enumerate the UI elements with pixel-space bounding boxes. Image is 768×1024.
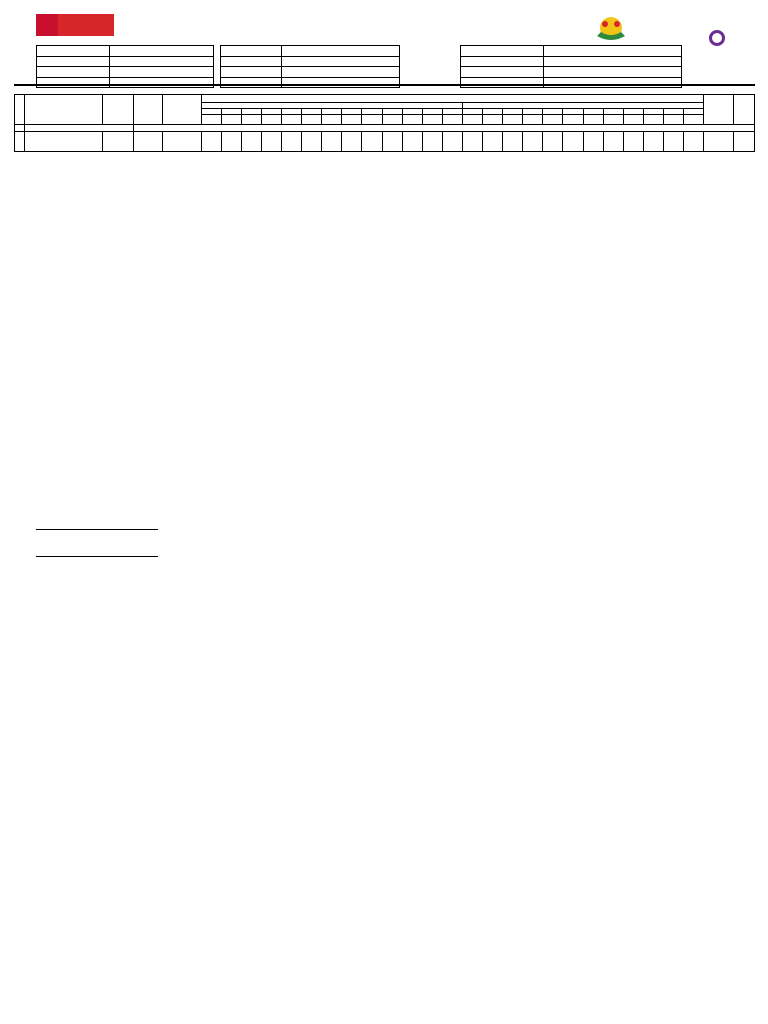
col-header-saldo <box>734 95 755 125</box>
section-spacer <box>15 125 25 132</box>
divider <box>14 84 755 86</box>
blank-cell <box>643 132 663 152</box>
col-header-producto <box>25 95 103 125</box>
blank-cell <box>583 132 603 152</box>
header-value <box>544 77 682 88</box>
day-header <box>241 115 261 125</box>
header-label <box>37 67 110 78</box>
day-header <box>422 115 442 125</box>
blank-cell <box>382 132 402 152</box>
header-value <box>282 77 400 88</box>
header-label <box>461 56 544 67</box>
day-header <box>382 115 402 125</box>
blank-cell <box>623 132 643 152</box>
day-header <box>262 115 282 125</box>
blank-cell <box>663 132 683 152</box>
day-header <box>402 115 422 125</box>
blank-cell <box>503 132 523 152</box>
blank-cell <box>282 132 302 152</box>
blank-cell <box>442 132 462 152</box>
header-label <box>221 46 282 57</box>
blank-cell <box>15 132 25 152</box>
header-value <box>544 46 682 57</box>
header-value <box>110 56 214 67</box>
blank-cell <box>563 132 583 152</box>
blank-cell <box>402 132 422 152</box>
header-value <box>282 67 400 78</box>
header-value <box>110 77 214 88</box>
section-spacer <box>134 125 755 132</box>
peru-flag-icon <box>36 14 58 36</box>
header-left-table <box>36 45 214 88</box>
day-header <box>322 115 342 125</box>
blank-cell <box>134 132 163 152</box>
day-header <box>523 115 543 125</box>
day-header <box>603 115 623 125</box>
col-header-total <box>704 95 734 125</box>
blank-cell <box>262 132 282 152</box>
col-header-empaque <box>103 95 134 125</box>
header-label <box>461 77 544 88</box>
kardex-table <box>14 94 755 152</box>
school-food-logo-icon <box>591 14 631 44</box>
signature-line-left <box>36 556 158 557</box>
blank-cell <box>683 132 703 152</box>
day-header <box>342 115 362 125</box>
midis-logo <box>36 14 114 36</box>
header-label <box>461 67 544 78</box>
day-header <box>683 115 703 125</box>
day-header <box>563 115 583 125</box>
day-header <box>663 115 683 125</box>
blank-cell <box>543 132 563 152</box>
header-value <box>110 46 214 57</box>
blank-cell <box>25 132 103 152</box>
header-label <box>37 77 110 88</box>
header-right-table <box>460 45 682 88</box>
day-header <box>483 115 503 125</box>
col-header-egresos <box>201 95 704 103</box>
day-header <box>543 115 563 125</box>
day-header <box>442 115 462 125</box>
blank-cell <box>704 132 734 152</box>
blank-cell <box>162 132 201 152</box>
blank-cell <box>734 132 755 152</box>
col-header-ingreso <box>162 95 201 125</box>
day-header <box>282 115 302 125</box>
blank-cell <box>603 132 623 152</box>
blank-cell <box>322 132 342 152</box>
day-header <box>583 115 603 125</box>
header-value <box>282 56 400 67</box>
day-header <box>302 115 322 125</box>
blank-cell <box>462 132 482 152</box>
signature-line-top <box>36 529 158 530</box>
day-header <box>503 115 523 125</box>
qaliwarma-logo <box>118 16 190 36</box>
blank-cell <box>483 132 503 152</box>
qaliwarma-right-logo <box>686 30 748 62</box>
header-label <box>461 46 544 57</box>
day-header <box>643 115 663 125</box>
blank-cell <box>362 132 382 152</box>
blank-cell <box>342 132 362 152</box>
day-header <box>221 115 241 125</box>
qaliwarma-q-icon <box>709 30 725 46</box>
blank-cell <box>201 132 221 152</box>
blank-cell <box>103 132 134 152</box>
col-header-no <box>15 95 25 125</box>
header-label <box>221 77 282 88</box>
blank-cell <box>523 132 543 152</box>
header-label <box>37 56 110 67</box>
blank-cell <box>241 132 261 152</box>
blank-cell <box>302 132 322 152</box>
header-value <box>544 56 682 67</box>
day-header <box>362 115 382 125</box>
blank-cell <box>221 132 241 152</box>
header-value <box>544 67 682 78</box>
day-header <box>201 115 221 125</box>
day-header <box>462 115 482 125</box>
header-label <box>221 67 282 78</box>
header-value <box>282 46 400 57</box>
header-label <box>37 46 110 57</box>
section-aceites <box>25 125 134 132</box>
blank-cell <box>422 132 442 152</box>
col-header-presentacion <box>134 95 163 125</box>
header-value <box>110 67 214 78</box>
ministry-name <box>58 14 114 36</box>
day-header <box>623 115 643 125</box>
header-label <box>221 56 282 67</box>
header-mid-table <box>220 45 400 88</box>
